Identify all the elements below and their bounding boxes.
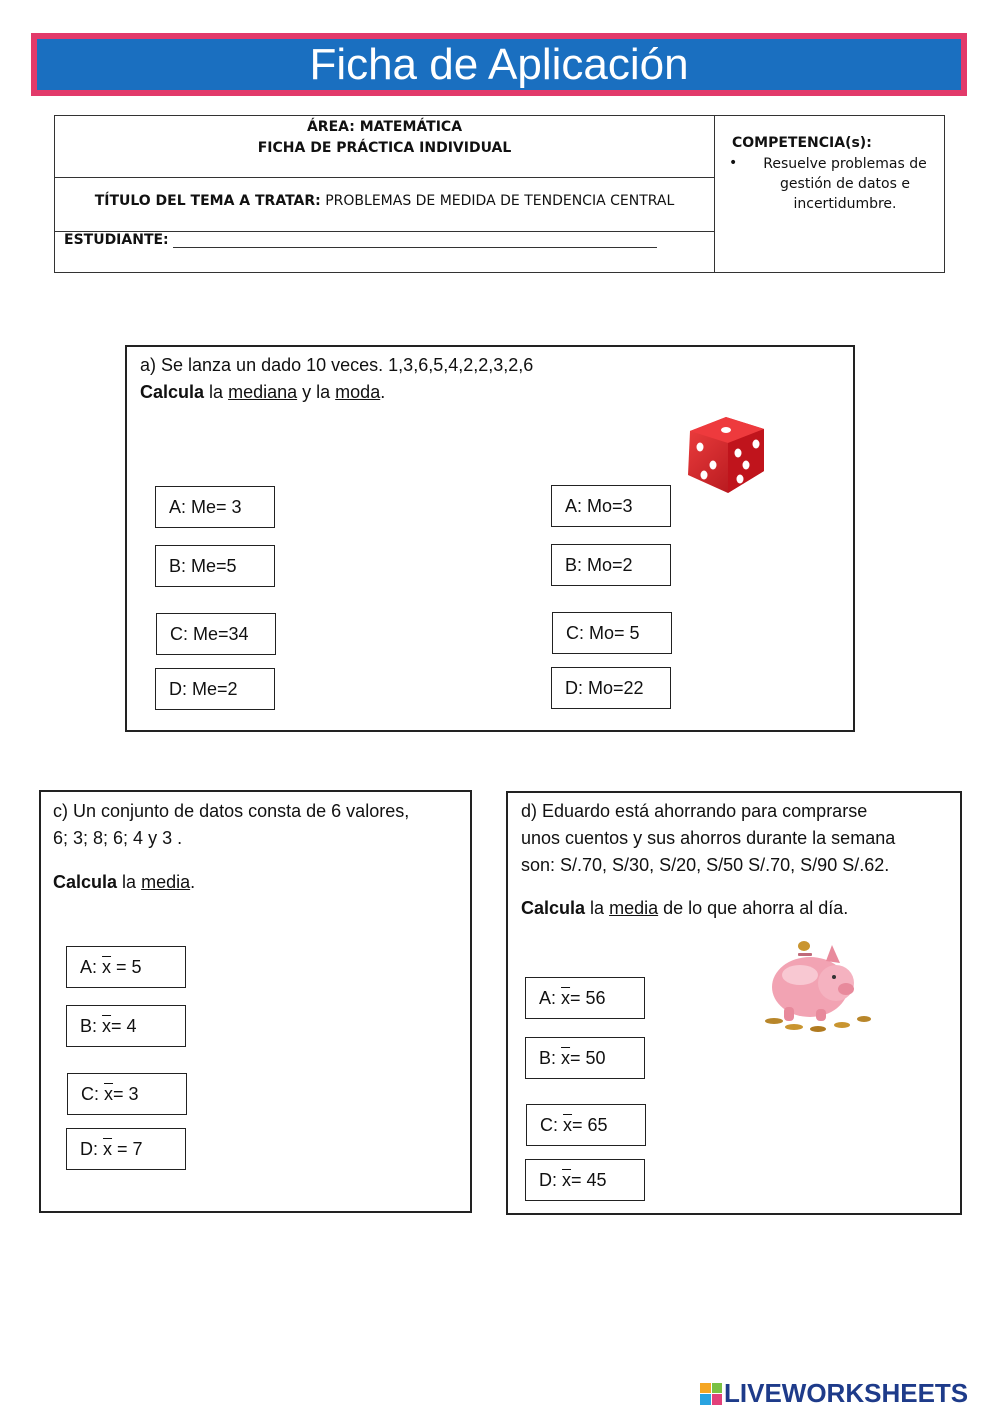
moda-word: moda [335, 382, 381, 402]
option-d-mo[interactable]: D: Mo=22 [551, 667, 671, 709]
bullet-icon: • [729, 155, 738, 171]
brand-text: LIVEWORKSHEETS [724, 1378, 969, 1408]
mean-symbol: $\overline{x}$ [563, 1114, 573, 1135]
dice-icon [680, 409, 770, 501]
mediana-word: mediana [228, 382, 298, 402]
media-word: media [609, 898, 659, 918]
header-area-row [55, 116, 714, 178]
question-a-box [125, 345, 855, 732]
title-banner [31, 33, 967, 96]
titulo-label: TÍTULO DEL TEMA A TRATAR: [94, 193, 321, 209]
option-value: = 3 [113, 1083, 139, 1104]
question-c-box [39, 790, 472, 1213]
word-y-la: y la [302, 382, 331, 402]
option-prefix: A: [80, 956, 98, 977]
option-prefix: D: [539, 1169, 557, 1190]
option-value: = 45 [571, 1169, 607, 1190]
liveworksheets-icon [700, 1383, 722, 1405]
option-value: = 5 [116, 956, 142, 977]
period: . [190, 872, 196, 892]
instruction-rest: de lo que ahorra al día. [663, 898, 849, 918]
question-d-box [506, 791, 962, 1215]
calcula-label: Calcula [53, 872, 118, 892]
mean-symbol: $\overline{x}$ [561, 1047, 571, 1068]
mean-symbol: $\overline{x}$ [561, 987, 571, 1008]
option-value: = 7 [117, 1138, 143, 1159]
option-prefix: B: [80, 1015, 98, 1036]
calcula-label: Calcula [521, 898, 586, 918]
option-prefix: C: [81, 1083, 99, 1104]
option-b-me[interactable]: B: Me=5 [155, 545, 275, 587]
option-prefix: D: [80, 1138, 98, 1159]
option-d-c[interactable] [66, 1128, 186, 1170]
option-value: = 56 [570, 987, 606, 1008]
calcula-label: Calcula [140, 382, 205, 402]
option-value: = 50 [570, 1047, 606, 1068]
liveworksheets-logo [700, 1378, 968, 1409]
competencia-text: Resuelve problemas de gestión de datos e incertidumbre. [763, 156, 927, 212]
option-c-c[interactable] [67, 1073, 187, 1115]
option-d-d[interactable] [525, 1159, 645, 1201]
option-b-d[interactable] [525, 1037, 645, 1079]
option-prefix: B: [539, 1047, 557, 1068]
period: . [380, 382, 386, 402]
question-c-text-2: 6; 3; 8; 6; 4 y 3 . [53, 828, 183, 848]
option-prefix: A: [539, 987, 557, 1008]
area-label: ÁREA: MATEMÁTICA [306, 119, 463, 135]
question-c-text-1: c) Un conjunto de datos consta de 6 valores, [53, 801, 410, 821]
ficha-label: FICHA DE PRÁCTICA INDIVIDUAL [257, 140, 512, 156]
header-competencia [715, 116, 945, 272]
header-title-row [55, 178, 714, 232]
option-a-mo[interactable]: A: Mo=3 [551, 485, 671, 527]
mean-symbol: $\overline{x}$ [562, 1169, 572, 1190]
media-word: media [141, 872, 191, 892]
option-a-c[interactable] [66, 946, 186, 988]
question-d-text-3: son: S/.70, S/30, S/20, S/50 S/.70, S/90 S/.62. [521, 855, 890, 875]
option-c-mo[interactable]: C: Mo= 5 [552, 612, 672, 654]
word-la: la [590, 898, 605, 918]
header-table [54, 115, 945, 273]
option-c-d[interactable] [526, 1104, 646, 1146]
option-c-me[interactable]: C: Me=34 [156, 613, 276, 655]
option-prefix: C: [540, 1114, 558, 1135]
mean-symbol: $\overline{x}$ [102, 1015, 112, 1036]
mean-symbol: $\overline{x}$ [103, 1138, 113, 1159]
question-d-text-2: unos cuentos y sus ahorros durante la semana [521, 828, 896, 848]
option-value: = 4 [111, 1015, 137, 1036]
student-name-field[interactable] [173, 233, 657, 248]
competencia-title: COMPETENCIA(s): [732, 135, 872, 151]
question-c-instruction [53, 869, 195, 896]
estudiante-label: ESTUDIANTE: [64, 232, 169, 248]
header-left [55, 116, 715, 272]
word-la: la [122, 872, 137, 892]
option-b-mo[interactable]: B: Mo=2 [551, 544, 671, 586]
option-value: = 65 [572, 1114, 608, 1135]
question-a-text: a) Se lanza un dado 10 veces. 1,3,6,5,4,2,2,3,2,6 [140, 355, 534, 375]
question-a-instruction [140, 379, 385, 406]
titulo-value: PROBLEMAS DE MEDIDA DE TENDENCIA CENTRAL [325, 193, 675, 209]
option-a-d[interactable] [525, 977, 645, 1019]
mean-symbol: $\overline{x}$ [104, 1083, 114, 1104]
piggy-bank-icon [754, 939, 876, 1035]
option-a-me[interactable]: A: Me= 3 [155, 486, 275, 528]
header-student-row [55, 232, 714, 272]
option-b-c[interactable] [66, 1005, 186, 1047]
page-title: Ficha de Aplicación [309, 39, 689, 89]
option-d-me[interactable]: D: Me=2 [155, 668, 275, 710]
question-d-instruction [521, 895, 848, 922]
question-d-text-1: d) Eduardo está ahorrando para comprarse [521, 801, 868, 821]
mean-symbol: $\overline{x}$ [102, 956, 112, 977]
word-la: la [209, 382, 224, 402]
